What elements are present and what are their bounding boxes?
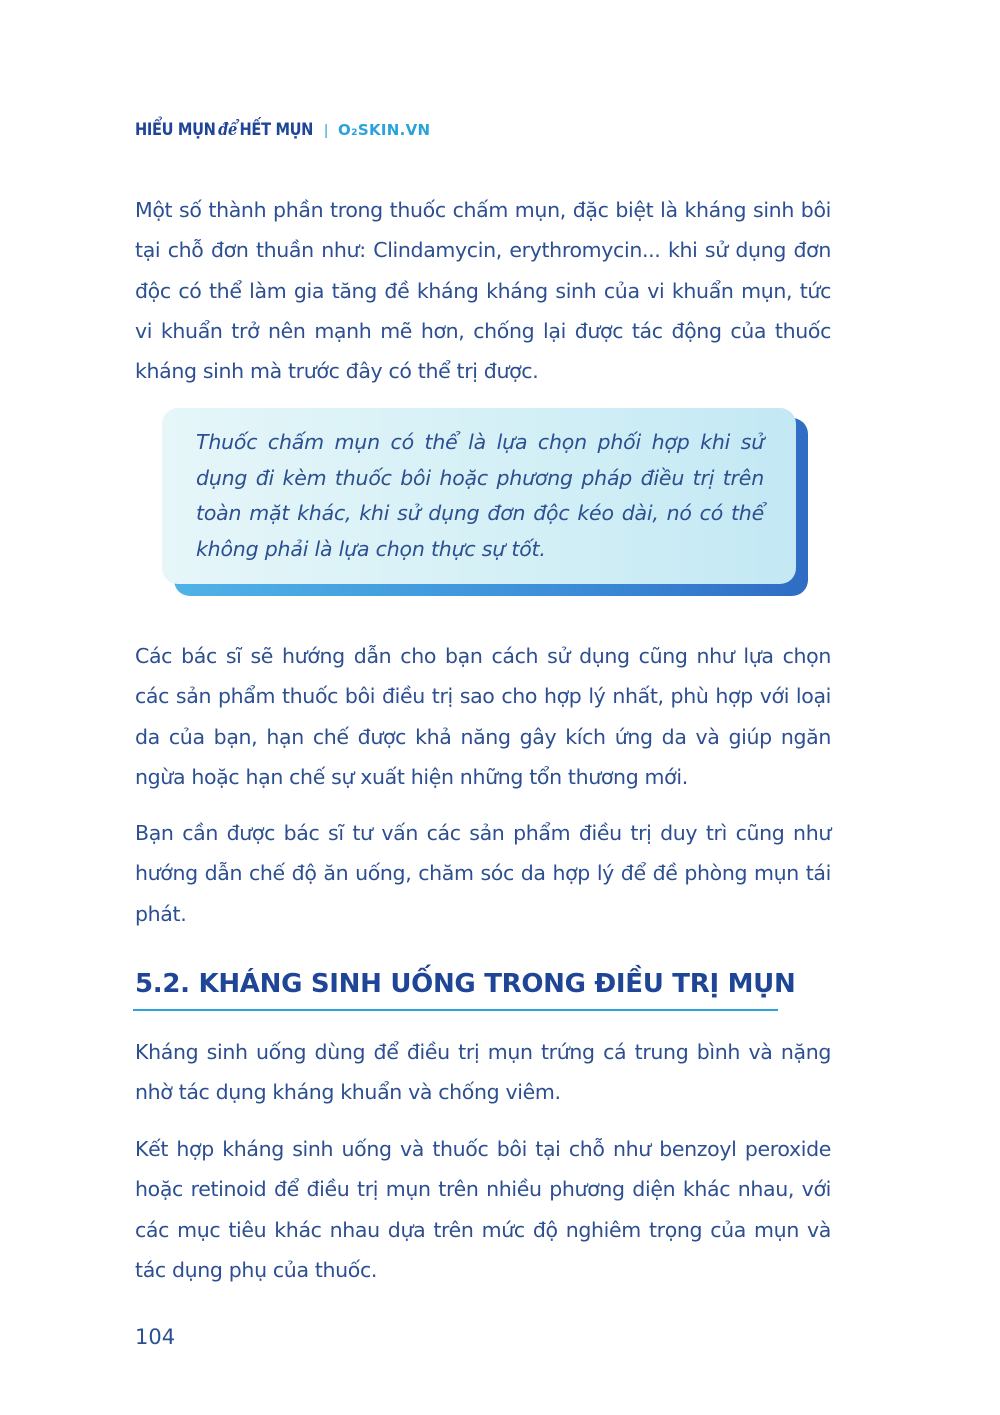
brand-title-connector: để: [218, 120, 237, 140]
paragraph-doctor-guidance: Các bác sĩ sẽ hướng dẫn cho bạn cách sử dụng cũng như lựa chọn các sản phẩm thuốc bôi điều trị sao cho hợp lý nhất, phù hợp với loại da của bạn, hạn chế được khả năng gây kích ứng da và giúp ngăn ngừa hoặc hạn chế sự xuất hiện những tổn thương mới.: [135, 644, 831, 789]
site-name: O₂SKIN.VN: [337, 121, 431, 139]
callout-text: Thuốc chấm mụn có thể là lựa chọn phối hợp khi sử dụng đi kèm thuốc bôi hoặc phương pháp điều trị trên toàn mặt khác, khi sử dụng đơn độc kéo dài, nó có thể không phải là lựa chọn thực sự tốt.: [196, 430, 764, 561]
paragraph-maintenance-advice: Bạn cần được bác sĩ tư vấn các sản phẩm điều trị duy trì cũng như hướng dẫn chế độ ăn uống, chăm sóc da hợp lý để đề phòng mụn tái phát.: [135, 821, 831, 926]
paragraph-topical-antibiotic-resistance: Một số thành phần trong thuốc chấm mụn, đặc biệt là kháng sinh bôi tại chỗ đơn thuần như: Clindamycin, erythromycin... khi sử dụng đơn độc có thể làm gia tăng đề kháng kháng sinh của vi khuẩn mụn, tức vi khuẩn trở nên mạnh mẽ hơn, chống lại được tác động của thuốc kháng sinh mà trước đây có thể trị được.: [135, 198, 831, 384]
callout-box: [162, 408, 808, 596]
callout-panel: [162, 408, 796, 584]
section-title-underline: [133, 1009, 778, 1011]
section-title: 5.2. KHÁNG SINH UỐNG TRONG ĐIỀU TRỊ MỤN: [135, 969, 796, 999]
brand-title-part1: HIỂU MỤN: [135, 120, 216, 140]
paragraph-combination-therapy: Kết hợp kháng sinh uống và thuốc bôi tại chỗ như benzoyl peroxide hoặc retinoid để điều trị mụn trên nhiều phương diện khác nhau, với các mục tiêu khác nhau dựa trên mức độ nghiêm trọng của mụn và tác dụng phụ của thuốc.: [135, 1137, 831, 1282]
brand-title-part2: HẾT MỤN: [239, 120, 314, 140]
page-number: 104: [135, 1325, 176, 1349]
running-header: [135, 117, 430, 143]
paragraph-oral-antibiotics: Kháng sinh uống dùng để điều trị mụn trứng cá trung bình và nặng nhờ tác dụng kháng khuẩn và chống viêm.: [135, 1040, 831, 1105]
brand-title: [135, 120, 313, 140]
header-separator: |: [324, 121, 328, 139]
